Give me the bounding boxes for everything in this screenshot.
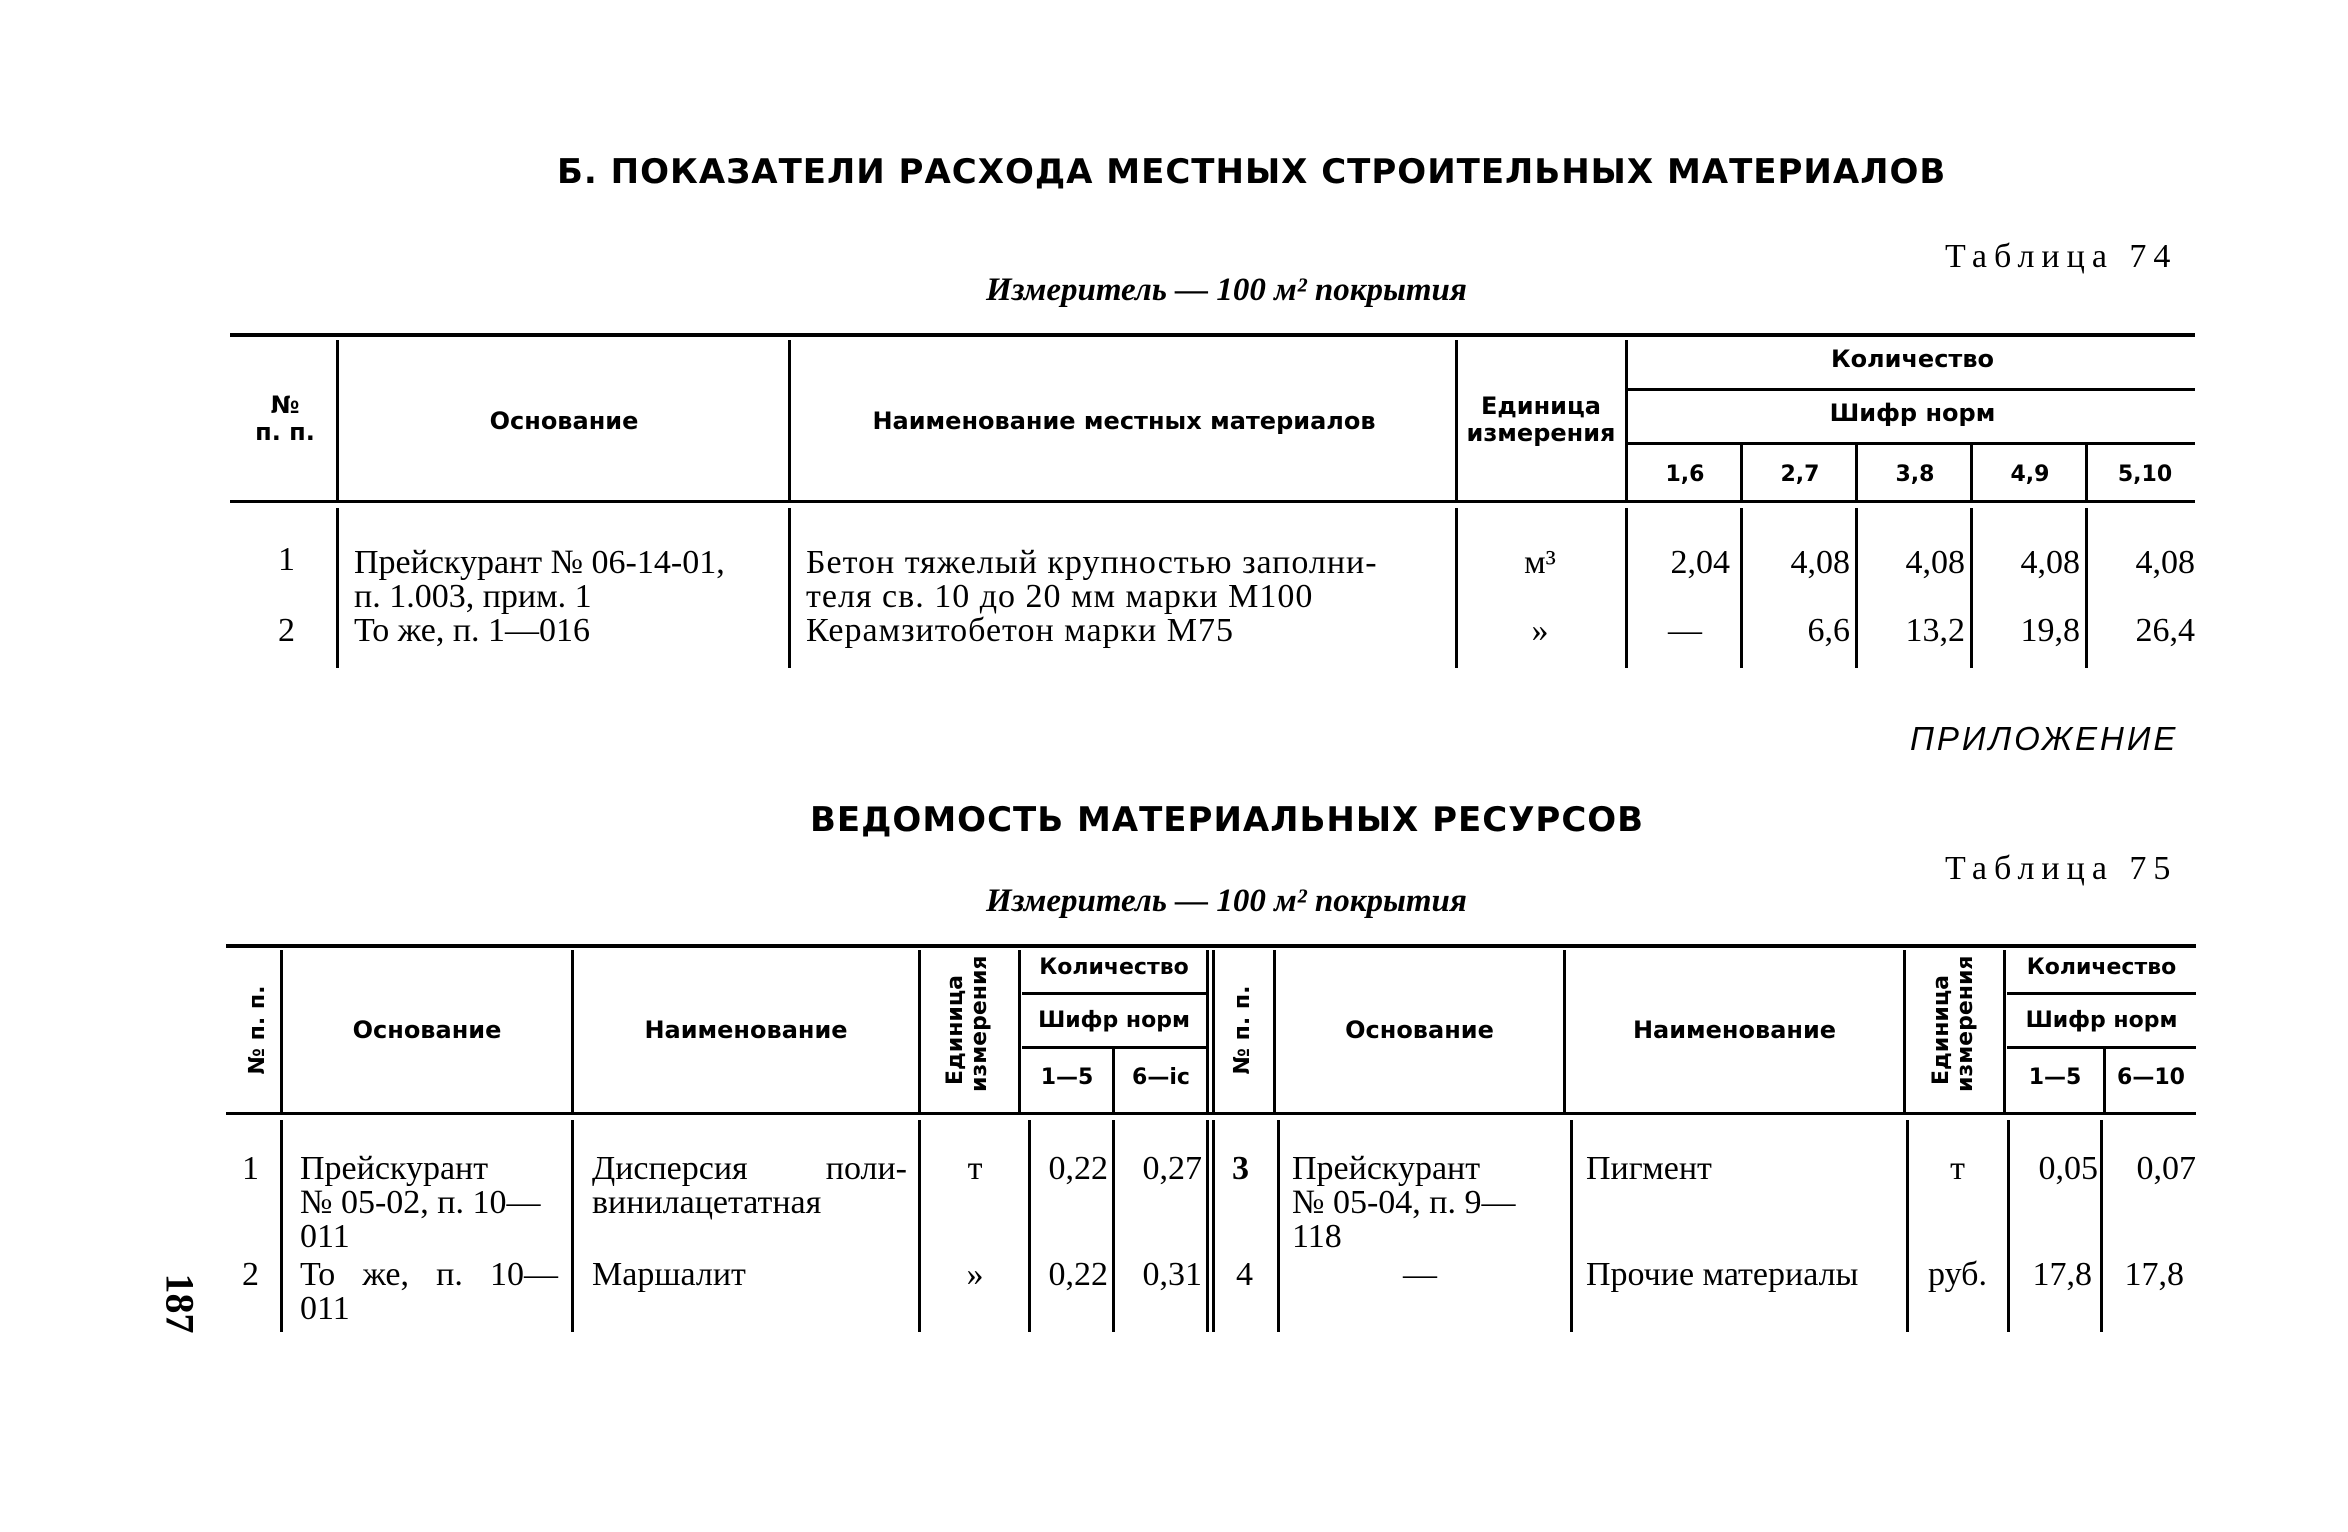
table-75-label: Таблица 75	[1945, 850, 2178, 887]
row-material-name-cont: винилацетатная	[592, 1184, 822, 1221]
row-basis-cont: № 05-04, п. 9—	[1292, 1184, 1516, 1221]
value-5-10: 4,08	[2135, 544, 2195, 581]
row-basis-cont: 011	[300, 1290, 350, 1327]
row-basis-cont: 011	[300, 1218, 350, 1255]
value-1-6: 2,04	[1670, 544, 1730, 581]
row-basis: Прейскурант № 06-14-01,	[354, 544, 725, 581]
col-name-header-right: Наименование	[1632, 1016, 1837, 1044]
code-5-10: 5,10	[2117, 462, 2173, 487]
row-basis: Прейскурант	[1292, 1150, 1481, 1187]
col-unit-header-left: Единица измерения	[943, 955, 992, 1092]
col-name-header-left: Наименование	[644, 1016, 848, 1044]
value-6-10: 0,27	[1142, 1150, 1202, 1187]
value-6-10: 17,8	[2124, 1256, 2184, 1293]
row-basis: То же, п. 1—016	[354, 612, 591, 649]
row-num: 2	[278, 612, 295, 649]
code-6-10-left: 6—ic	[1132, 1065, 1190, 1090]
col-basis-header-right: Основание	[1345, 1016, 1494, 1044]
col-basis-header-left: Основание	[352, 1016, 502, 1044]
row-unit: »	[966, 1256, 984, 1293]
appendix-heading: ВЕДОМОСТЬ МАТЕРИАЛЬНЫХ РЕСУРСОВ	[810, 800, 1645, 840]
code-2-7: 2,7	[1780, 462, 1820, 487]
row-num: 4	[1236, 1256, 1253, 1293]
value-2-7: 4,08	[1790, 544, 1850, 581]
appendix-label: ПРИЛОЖЕНИЕ	[1910, 720, 2179, 757]
value-5-10: 26,4	[2135, 612, 2195, 649]
table-74-label: Таблица 74	[1945, 238, 2178, 275]
row-basis: То же, п. 10—	[300, 1256, 558, 1293]
value-1-5: 0,22	[1048, 1150, 1108, 1187]
value-4-9: 19,8	[2020, 612, 2080, 649]
col-codes-header: Шифр норм	[1829, 399, 1996, 427]
code-6-10-right: 6—10	[2117, 1065, 2185, 1090]
value-1-6: —	[1668, 612, 1702, 649]
col-codes-header-left: Шифр норм	[1038, 1008, 1190, 1033]
value-6-10: 0,07	[2136, 1150, 2196, 1187]
code-1-5-left: 1—5	[1040, 1065, 1094, 1090]
row-unit: т	[967, 1150, 983, 1187]
value-2-7: 6,6	[1807, 612, 1850, 649]
code-4-9: 4,9	[2010, 462, 2050, 487]
col-basis-header: Основание	[489, 407, 639, 435]
row-basis: Прейскурант	[300, 1150, 489, 1187]
row-unit: м³	[1524, 544, 1556, 581]
row-basis-cont: № 05-02, п. 10—	[300, 1184, 541, 1221]
col-codes-header-right: Шифр норм	[2025, 1008, 2178, 1033]
row-material-name: Бетон тяжелый крупностью заполни-	[806, 544, 1378, 581]
row-num: 1	[242, 1150, 259, 1187]
col-num-header-right: № п. п.	[1230, 985, 1255, 1075]
row-material-name: Пигмент	[1586, 1150, 1712, 1187]
row-basis: —	[1403, 1256, 1437, 1293]
col-quantity-header: Количество	[1830, 345, 1995, 373]
col-name-header: Наименование местных материалов	[872, 407, 1376, 435]
row-num: 3	[1232, 1150, 1249, 1187]
row-basis-cont: 118	[1292, 1218, 1342, 1255]
col-quantity-header-right: Количество	[2026, 955, 2177, 980]
col-unit-header: Единица измерения	[1466, 392, 1616, 447]
code-1-6: 1,6	[1665, 462, 1705, 487]
row-unit: руб.	[1928, 1256, 1987, 1293]
row-basis-cont: п. 1.003, прим. 1	[354, 578, 592, 615]
row-material-name: Маршалит	[592, 1256, 746, 1293]
value-1-5: 17,8	[2032, 1256, 2092, 1293]
row-material-name: Прочие материалы	[1586, 1256, 1859, 1293]
col-quantity-header-left: Количество	[1039, 955, 1189, 980]
row-material-name-cont: теля св. 10 до 20 мм марки М100	[806, 578, 1314, 615]
code-1-5-right: 1—5	[2028, 1065, 2082, 1090]
value-1-5: 0,22	[1048, 1256, 1108, 1293]
value-6-10: 0,31	[1142, 1256, 1202, 1293]
row-unit: »	[1531, 612, 1549, 649]
row-material-name: Дисперсия поли-	[592, 1150, 907, 1187]
row-num: 1	[278, 541, 295, 578]
row-material-name: Керамзитобетон марки М75	[806, 612, 1234, 649]
col-unit-header-right: Единица измерения	[1929, 955, 1978, 1092]
col-num-header-left: № п. п.	[245, 985, 270, 1075]
code-3-8: 3,8	[1895, 462, 1935, 487]
value-1-5: 0,05	[2038, 1150, 2098, 1187]
col-num-header: № п. п.	[255, 391, 315, 446]
value-4-9: 4,08	[2020, 544, 2080, 581]
table-74-measure: Измеритель — 100 м² покрытия	[986, 272, 1467, 308]
value-3-8: 13,2	[1905, 612, 1965, 649]
row-unit: т	[1950, 1150, 1965, 1187]
page-number: 187	[157, 1273, 203, 1334]
value-3-8: 4,08	[1905, 544, 1965, 581]
section-b-heading: Б. ПОКАЗАТЕЛИ РАСХОДА МЕСТНЫХ СТРОИТЕЛЬНЫХ МАТЕРИАЛОВ	[557, 152, 1947, 192]
table-75-measure: Измеритель — 100 м² покрытия	[986, 883, 1467, 919]
row-num: 2	[242, 1256, 259, 1293]
